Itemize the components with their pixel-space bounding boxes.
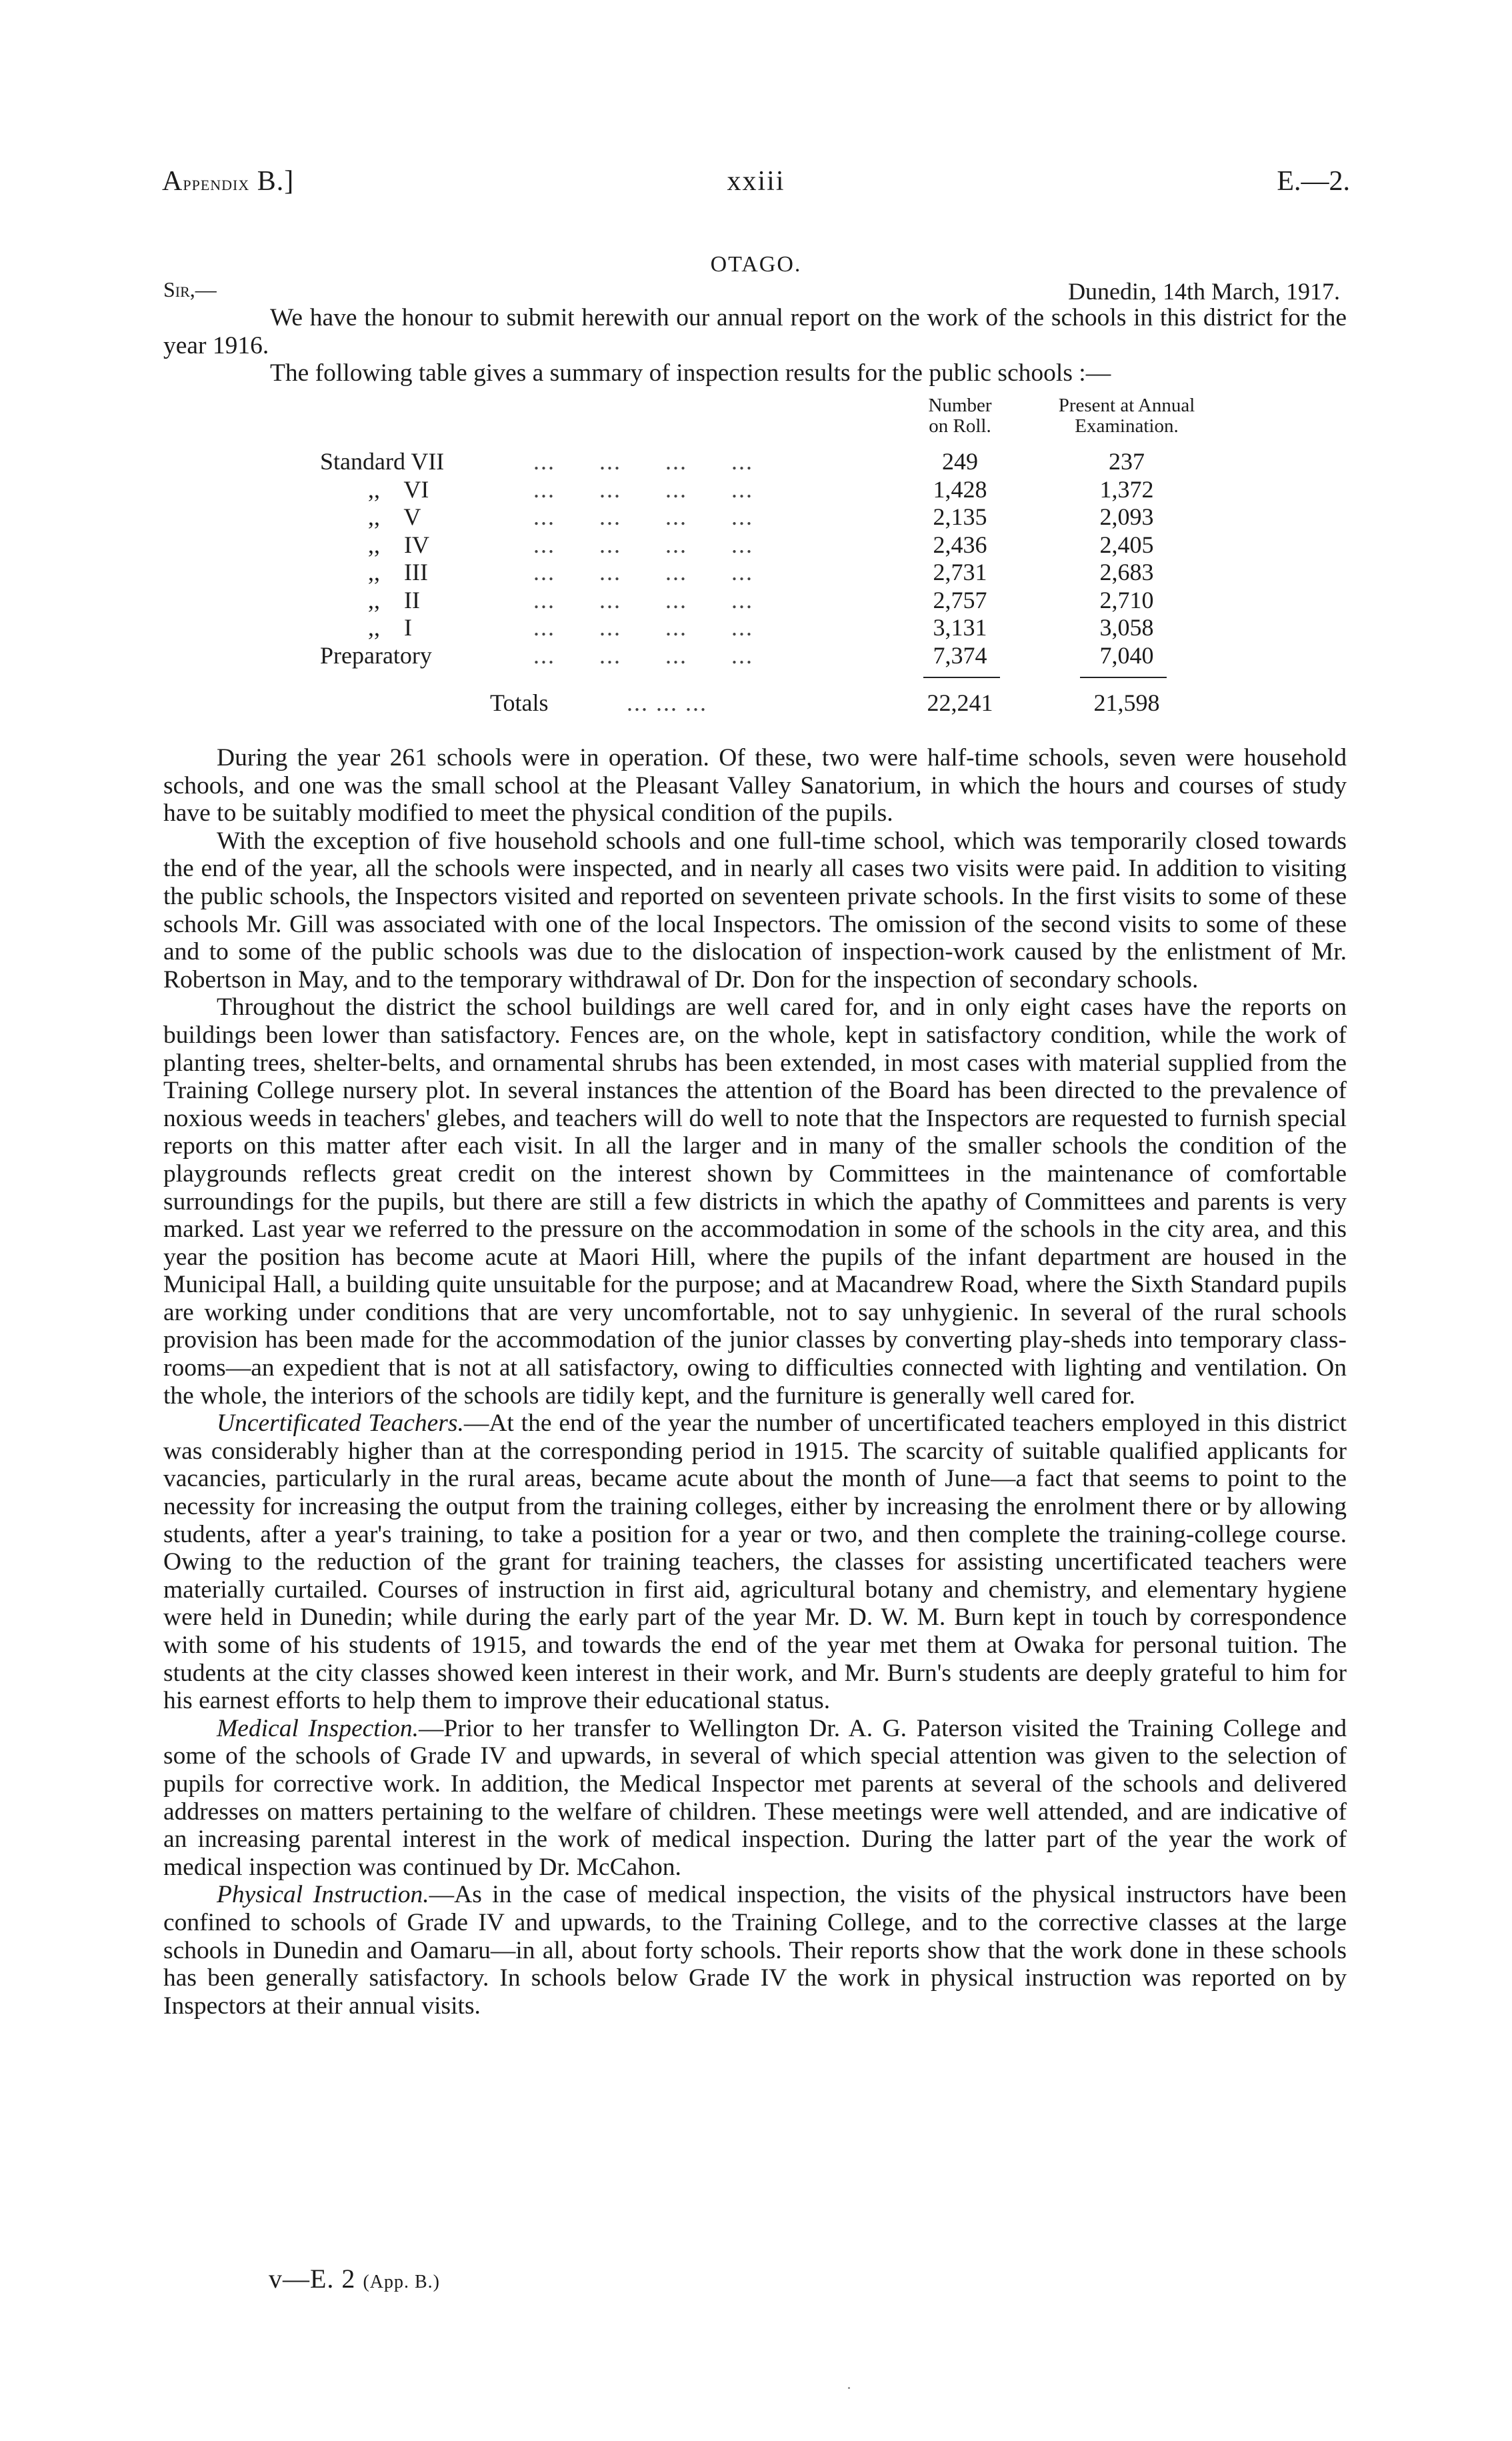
present-value: 7,040 (1099, 641, 1154, 669)
col-header-roll (893, 395, 1027, 437)
page-header (162, 165, 1350, 205)
body-paragraph (163, 1881, 1347, 2020)
present-value: 2,683 (1099, 559, 1154, 585)
body-paragraph (163, 1410, 1347, 1715)
report-code: E.—2. (1277, 166, 1350, 197)
leader-dots: ... ... ... ... (533, 503, 753, 530)
leader-dots: ... ... ... (627, 689, 707, 716)
sum-rule (1080, 677, 1167, 678)
row-label: ,, VI (368, 475, 429, 503)
section-heading: Uncertificated Teachers. (217, 1410, 464, 1438)
leader-dots: ... ... ... ... (533, 586, 753, 613)
present-value: 2,093 (1099, 503, 1154, 530)
present-value: 2,405 (1099, 531, 1154, 558)
salutation: Sir,— (163, 277, 217, 301)
page-footer (269, 2263, 440, 2294)
sum-rule (923, 677, 1000, 678)
row-label: ,, I (368, 614, 412, 641)
row-label: ,, IV (368, 531, 429, 558)
table-row (320, 558, 1253, 586)
present-value: 2,710 (1099, 586, 1154, 613)
present-value: 237 (1109, 448, 1145, 475)
col-header-present (1027, 395, 1227, 437)
leader-dots: ... ... ... ... (533, 531, 753, 558)
intro-paragraph: We have the honour to submit herewith our annual report on the work of the schools in this district for the year 1916. (163, 304, 1347, 359)
paragraph-text: During the year 261 schools were in operation. Of these, two were half-time schools, seven were household schools, and one was the small school at the Pleasant Valley Sanatorium, in which the hours and courses of study have to be suitably modified to meet the physical condition of the pupils. (163, 744, 1347, 827)
footer-note: (App. B.) (363, 2272, 440, 2292)
speck (848, 2387, 850, 2389)
col-header-line: Number (928, 395, 992, 416)
table-row (320, 586, 1253, 614)
totals-label: Totals (490, 689, 549, 716)
table-row (320, 531, 1253, 559)
dateline: Dunedin, 14th March, 1917. (1068, 278, 1340, 305)
leader-dots: ... ... ... ... (533, 475, 753, 503)
row-label: ,, V (368, 503, 421, 530)
totals-roll: 22,241 (927, 689, 993, 716)
present-value: 3,058 (1099, 614, 1154, 641)
totals-row (320, 689, 1253, 717)
leader-dots: ... ... ... ... (533, 614, 753, 641)
roll-value: 249 (942, 448, 978, 475)
table-row (320, 641, 1253, 669)
table-row (320, 475, 1253, 503)
paragraph-text: —Prior to her transfer to Wellington Dr. A. G. Paterson visited the Training College and some of the schools of Grade IV and upwards, in several of which special attention was given to the selection of pupils for corrective work. In addition, the Medical Inspector met parents at several of the schools and delivered addresses on matters pertaining to the welfare of children. These meetings were well attended, and are indicative of an increasing parental interest in the work of medical inspection. During the latter part of the year the work of medical inspection was continued by Dr. McCahon. (163, 1714, 1347, 1881)
col-header-line: on Roll. (929, 415, 991, 437)
paragraph-text: Throughout the district the school buildings are well cared for, and in only eight cases have the reports on buildings been lower than satisfactory. Fences are, on the whole, kept in satisfactory condition, while the work of planting trees, shelter-belts, and ornamental shrubs has been extended, in most cases with material supplied from the Training College nursery plot. In several instances the attention of the Board has been directed to the prevalence of noxious weeds in teachers' glebes, and teachers will do well to note that the Inspectors are requested to furnish special reports on this matter after each visit. In all the larger and in many of the smaller schools the condition of the playgrounds reflects great credit on the interest shown by Committees in the maintenance of comfortable surroundings for the pupils, but there are still a few districts in which the apathy of Committees and parents is very marked. Last year we referred to the pressure on the accommodation in some of the schools in the city area, and this year the position has become acute at Maori Hill, where the pupils of the infant department are housed in the Municipal Hall, a building quite unsuitable for the purpose; and at Macandrew Road, where the Sixth Standard pupils are working under conditions that are very uncomfortable, not to say unhygienic. In several of the rural schools provision has been made for the accommodation of the junior classes by converting play-sheds into temporary class-rooms—an expedient that is not at all satisfactory, owing to difficulties connected with lighting and ventilation. On the whole, the interiors of the schools are tidily kept, and the furniture is generally well cared for. (163, 993, 1347, 1410)
roll-value: 2,757 (933, 586, 987, 613)
paragraph-text: With the exception of five household schools and one full-time school, which was temporarily closed towards the end of the year, all the schools were inspected, and in nearly all cases two visits were paid. In addition to visiting the public schools, the Inspectors visited and reported on seventeen private schools. In the first visits to some of these schools Mr. Gill was associated with one of the local Inspectors. The omission of the second visits to some of these and to some of the public schools was due to the dislocation of inspection-work caused by the enlistment of Mr. Robertson in May, and to the temporary withdrawal of Dr. Don for the inspection of secondary schools. (163, 827, 1347, 993)
roll-value: 1,428 (933, 475, 987, 503)
leader-dots: ... ... ... ... (533, 641, 753, 669)
section-heading: Medical Inspection. (217, 1714, 419, 1742)
roll-value: 2,135 (933, 503, 987, 530)
body-paragraph (163, 827, 1347, 994)
section-heading: Physical Instruction. (217, 1881, 429, 1909)
appendix-label: Appendix B.] (162, 166, 295, 197)
leader-dots: ... ... ... ... (533, 448, 753, 475)
totals-present: 21,598 (1093, 689, 1160, 716)
table-row (320, 613, 1253, 641)
row-label: ,, II (368, 586, 420, 613)
roll-value: 2,436 (933, 531, 987, 558)
col-header-line: Present at Annual (1058, 395, 1195, 416)
paragraph-text: —At the end of the year the number of uncertificated teachers employed in this district was considerably higher than at the corresponding period in 1915. The scarcity of suitable qualified applicants for vacancies, particularly in the rural areas, became acute about the month of June—a fact that seems to point to the necessity for increasing the output from the training colleges, either by increasing the enrolment there or by allowing students, after a year's training, to take a position for a year or two, and then complete the training-college course. Owing to the reduction of the grant for training teachers, the classes for assisting uncertificated teachers were materially curtailed. Courses of instruction in first aid, agricultural botany and chemistry, and elementary hygiene were held in Dunedin; while during the early part of the year Mr. D. W. M. Burn kept in touch by correspondence with some of his students of 1915, and towards the end of the year met them at Owaka for personal tuition. The students at the city classes showed keen interest in their work, and Mr. Burn's students are deeply grateful to him for his earnest efforts to help them to improve their educational status. (163, 1410, 1347, 1715)
leader-dots: ... ... ... ... (533, 559, 753, 585)
roll-value: 2,731 (933, 559, 987, 585)
report-body (163, 744, 1347, 2020)
col-header-line: Examination. (1075, 415, 1179, 437)
paragraph-text: —As in the case of medical inspection, the visits of the physical instructors have been confined to schools of Grade IV and upwards, to the Training College, and to the corrective classes at the large schools in Dunedin and Oamaru—in all, about forty schools. Their reports show that the work done in these schools has been generally satisfactory. In schools below Grade IV the work in physical instruction was reported on by Inspectors at their annual visits. (163, 1881, 1347, 2020)
signature-mark: v—E. 2 (269, 2264, 356, 2294)
document-title: OTAGO. (710, 252, 802, 277)
roll-value: 7,374 (933, 641, 987, 669)
intro-paragraph: The following table gives a summary of inspection results for the public schools :— (270, 359, 1111, 387)
row-label: ,, III (368, 559, 428, 585)
row-label: Preparatory (320, 641, 432, 669)
body-paragraph (163, 993, 1347, 1410)
roll-value: 3,131 (933, 614, 987, 641)
page-number: xxiii (727, 166, 785, 197)
table-row (320, 503, 1253, 531)
body-paragraph (163, 744, 1347, 827)
intro-section (163, 304, 1347, 387)
present-value: 1,372 (1099, 475, 1154, 503)
table-row (320, 447, 1253, 475)
body-paragraph (163, 1715, 1347, 1882)
row-label: Standard VII (320, 448, 445, 475)
